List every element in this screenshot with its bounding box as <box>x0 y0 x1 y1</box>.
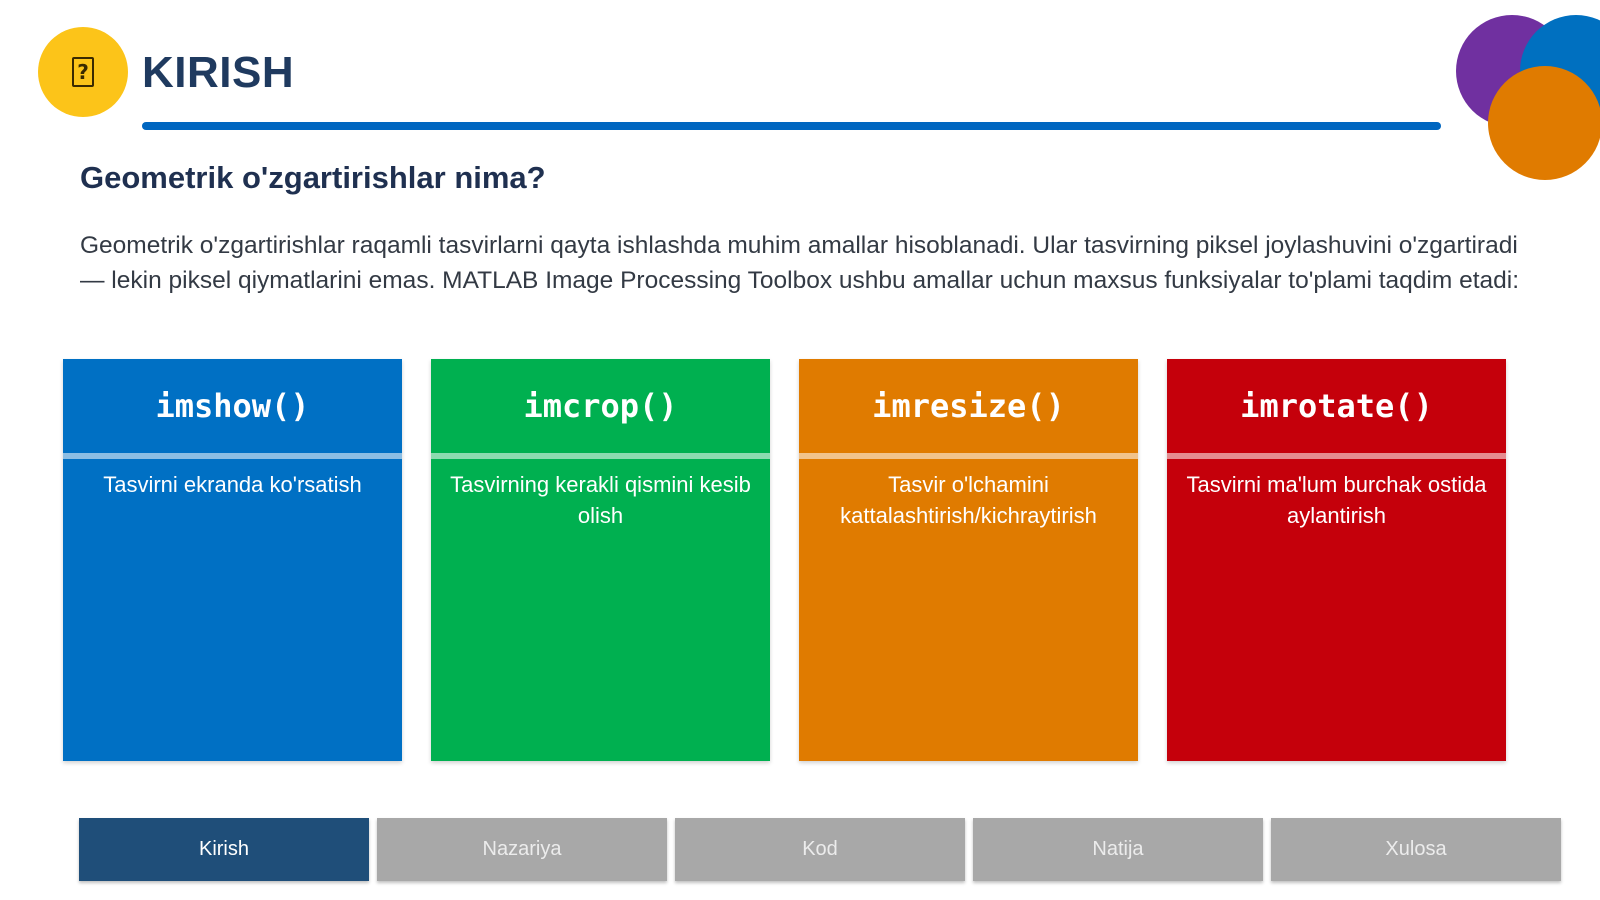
card-description: Tasvirni ekranda ko'rsatish <box>103 472 362 497</box>
title-underline <box>142 122 1441 130</box>
card-function-name: imresize() <box>872 387 1065 425</box>
section-nav <box>79 818 1561 881</box>
decor-circle-orange <box>1488 66 1600 180</box>
card-imcrop <box>431 359 770 761</box>
tab-nazariya[interactable]: Nazariya <box>377 818 667 881</box>
intro-paragraph: Geometrik o'zgartirishlar raqamli tasvirlarni qayta ishlashda muhim amallar hisoblanadi. Ular tasvirning piksel joylashuvini o'zgartiradi — lekin piksel qiymatlarini emas. MATLAB Image Processing Toolbox ushbu amallar uchun maxsus funksiyalar to'plami taqdim etadi: <box>80 232 1520 294</box>
card-function-name: imshow() <box>155 387 310 425</box>
card-description: Tasvirni ma'lum burchak ostida aylantirish <box>1186 472 1487 528</box>
question-glyph: ? <box>72 57 94 87</box>
tab-natija[interactable]: Natija <box>973 818 1263 881</box>
tab-xulosa[interactable]: Xulosa <box>1271 818 1561 881</box>
card-imrotate <box>1167 359 1506 761</box>
card-imshow <box>63 359 402 761</box>
function-cards <box>63 359 1505 761</box>
tab-kirish[interactable]: Kirish <box>79 818 369 881</box>
card-function-name: imcrop() <box>523 387 678 425</box>
card-imresize <box>799 359 1138 761</box>
question-box-icon <box>38 27 128 117</box>
card-function-name: imrotate() <box>1240 387 1433 425</box>
card-description: Tasvirning kerakli qismini kesib olish <box>450 472 751 528</box>
section-heading: Geometrik o'zgartirishlar nima? <box>80 160 546 195</box>
tab-kod[interactable]: Kod <box>675 818 965 881</box>
card-description: Tasvir o'lchamini kattalashtirish/kichraytirish <box>840 472 1097 528</box>
page-title: KIRISH <box>142 48 295 97</box>
